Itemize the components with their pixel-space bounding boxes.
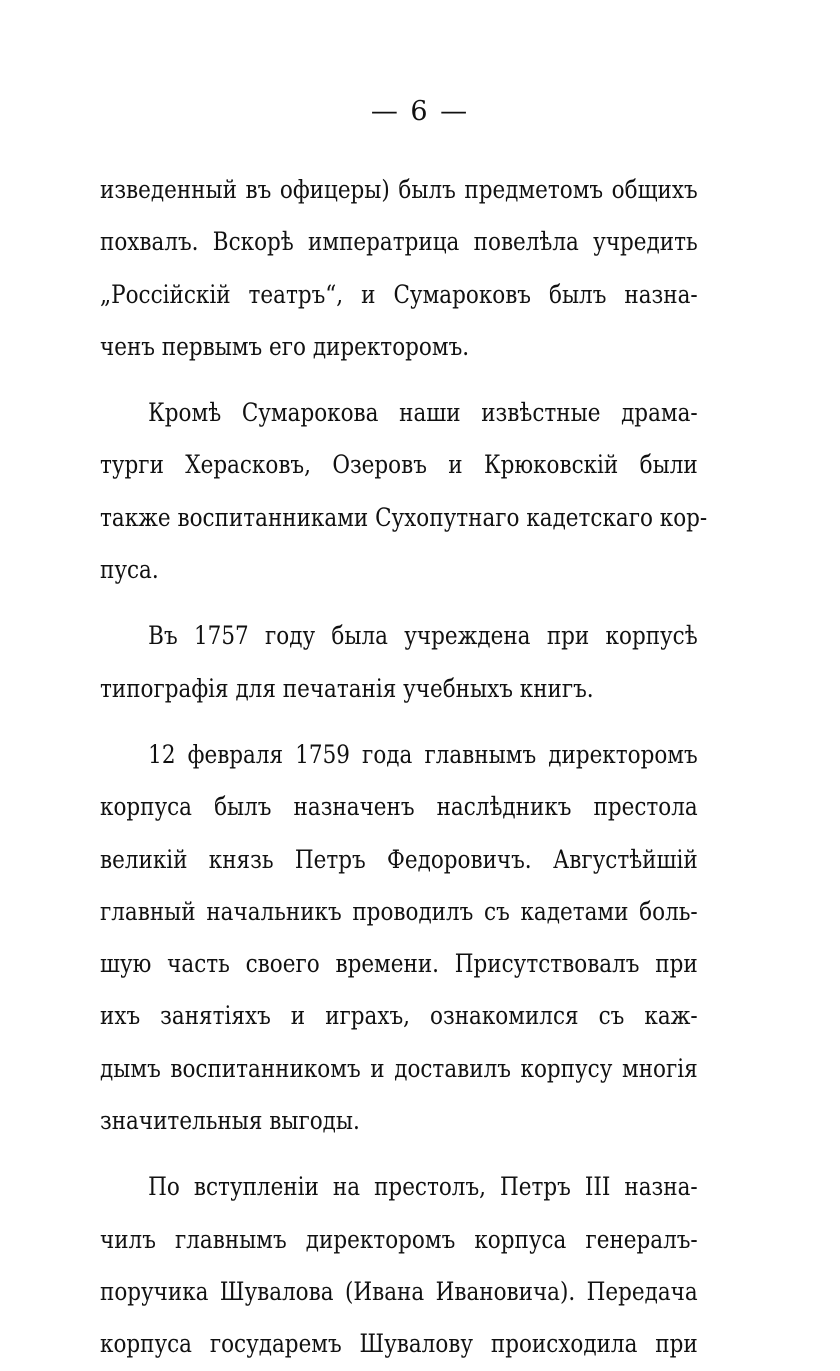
- text-line: чилъ главнымъ директоромъ корпуса генералъ-: [100, 1224, 698, 1254]
- text-line: „Россійскій театръ“, и Сумароковъ былъ назна-: [100, 279, 698, 309]
- paragraph: [100, 729, 698, 1147]
- text-line: поручика Шувалова (Ивана Ивановича). Передача: [100, 1276, 698, 1306]
- text-line: ихъ занятіяхъ и играхъ, ознакомился съ каж-: [100, 1001, 698, 1031]
- page-number: — 6 —: [370, 96, 470, 127]
- text-line: изведенный въ офицеры) былъ предметомъ общихъ: [100, 175, 698, 204]
- paragraph: [100, 1161, 698, 1370]
- paragraph: [100, 610, 698, 715]
- text-line: Кромѣ Сумарокова наши извѣстные драма-: [148, 398, 698, 428]
- text-line: главный начальникъ проводилъ съ кадетами боль-: [100, 896, 698, 926]
- text-line: дымъ воспитанникомъ и доставилъ корпусу многія: [100, 1053, 698, 1083]
- text-line: турги Херасковъ, Озеровъ и Крюковскій были: [100, 450, 698, 480]
- paragraph-gap: [100, 373, 698, 387]
- paragraph-gap: [100, 1147, 698, 1161]
- body-text: [100, 164, 708, 1371]
- paragraph-gap: [100, 715, 698, 729]
- text-line: ченъ первымъ его директоромъ.: [100, 331, 470, 361]
- text-line: великій князь Петръ Федоровичъ. Августѣйшій: [100, 844, 698, 874]
- text-line: значительныя выгоды.: [100, 1106, 360, 1136]
- text-line: пуса.: [100, 555, 159, 585]
- text-line: шую часть своего времени. Присутствовалъ при: [100, 949, 698, 979]
- text-line: По вступленіи на престолъ, Петръ III назна-: [148, 1172, 698, 1202]
- text-line: похвалъ. Вскорѣ императрица повелѣла учредить: [100, 227, 698, 257]
- text-line: корпуса государемъ Шувалову происходила при: [100, 1329, 698, 1359]
- text-line: 12 февраля 1759 года главнымъ директоромъ: [148, 739, 698, 769]
- text-line: Въ 1757 году была учреждена при корпусѣ: [148, 621, 698, 651]
- text-line: типографія для печатанія учебныхъ книгъ.: [100, 673, 594, 703]
- paragraph: [100, 387, 708, 596]
- paragraph-gap: [100, 596, 698, 610]
- text-line: также воспитанниками Сухопутнаго кадетскаго кор-: [100, 502, 708, 532]
- paragraph: [100, 164, 698, 373]
- text-line: корпуса былъ назначенъ наслѣдникъ престола: [100, 792, 698, 822]
